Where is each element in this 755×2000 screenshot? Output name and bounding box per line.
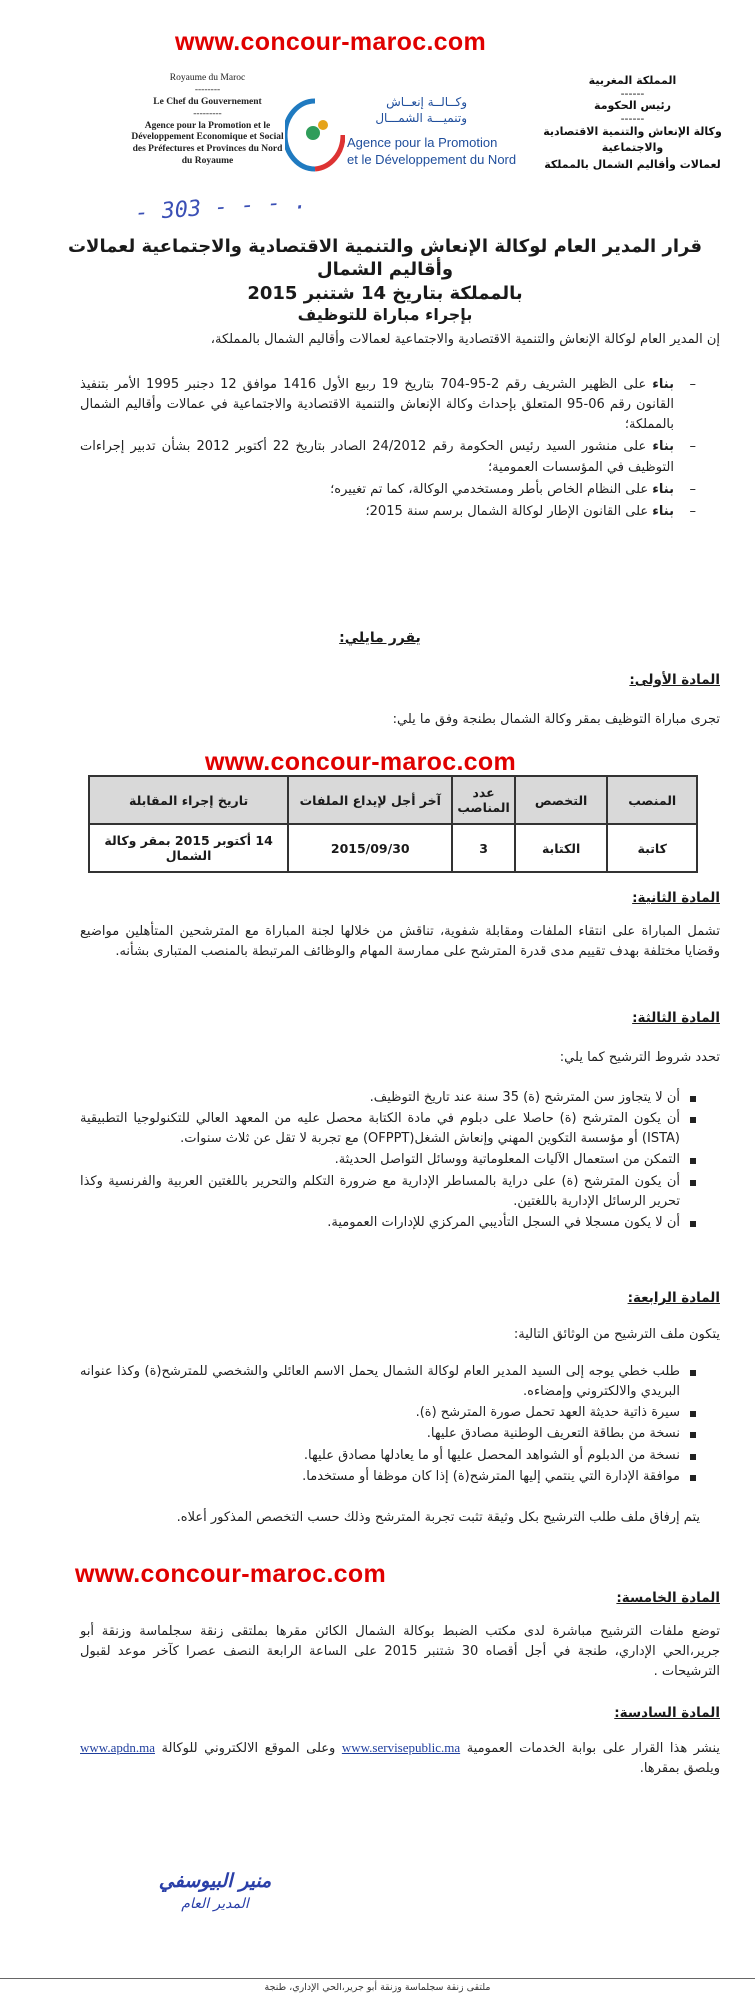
title-line: قرار المدير العام لوكالة الإنعاش والتنمية الاقتصادية والاجتماعية لعمالات وأقاليم الشمال xyxy=(67,236,703,281)
table-header-cell: آخر أجل لإيداع الملفات xyxy=(288,776,452,824)
article2-heading: المادة الثانية: xyxy=(632,890,720,906)
reference-number: 303 xyxy=(160,196,203,225)
logo-ar-line: وتنميـــة الشمـــال xyxy=(375,110,467,125)
condition-item: أن يكون المترشح (ة) على دراية بالمساطر الإدارية مع ضرورة التكلم والتحرير باللغتين العربية والفرنسية وكذا تحرير الرسائل الإدارية باللغتين. xyxy=(80,1172,700,1212)
condition-item: التمكن من استعمال الآليات المعلوماتية ووسائل التواصل الحديثة. xyxy=(80,1150,700,1170)
consideration-item: – بناء على منشور السيد رئيس الحكومة رقم 24/2012 الصادر بتاريخ 22 أكتوبر 2012 بشأن تدبير إجراءات التوظيف في المؤسسات العمومية؛ xyxy=(80,437,700,477)
article3-text: تحدد شروط الترشيح كما يلي: xyxy=(559,1050,720,1065)
watermark-bottom: www.concour-maroc.com xyxy=(75,1560,386,1588)
condition-item: أن يكون المترشح (ة) حاصلا على دبلوم في مادة الكتابة محصل عليه من المعهد العالي للتكنولوجيا التطبيقية (ISTA) أو مؤسسة التكوين المهني وإنعاش الشغل(OFPPT) مع تجربة لا تقل عن ثلاث سنوات. xyxy=(80,1109,700,1149)
signature-block xyxy=(120,1870,310,1912)
table-cell: 14 أكتوبر 2015 بمقر وكالة الشمال xyxy=(89,824,288,872)
table-cell: الكتابة xyxy=(515,824,608,872)
document-item: طلب خطي يوجه إلى السيد المدير العام لوكالة الشمال يحمل الاسم العائلي والشخصي للمترشح(ة) وكذا عنوانه البريدي والالكتروني وإمضاءه. xyxy=(80,1362,700,1402)
documents-list xyxy=(80,1362,700,1488)
document-item: نسخة من الدبلوم أو الشواهد المحصل عليها أو ما يعادلها مصادق عليها. xyxy=(80,1446,700,1466)
article4-note: يتم إرفاق ملف طلب الترشيح بكل وثيقة تثبت تجربة المترشح وذلك حسب التخصص المذكور أعلاه. xyxy=(176,1510,700,1525)
document-item: نسخة من بطاقة التعريف الوطنية مصادق عليها. xyxy=(80,1424,700,1444)
title-line: بإجراء مباراة للتوظيف xyxy=(297,305,473,325)
condition-item: أن لا يتجاوز سن المترشح (ة) 35 سنة عند تاريخ التوظيف. xyxy=(80,1088,700,1108)
header-ar-line: لعمالات وأقاليم الشمال بالمملكة xyxy=(544,157,721,171)
header-fr-line: -------- xyxy=(194,84,221,95)
header-fr-line: Le Chef du Gouvernement xyxy=(153,96,262,107)
decides-heading: يقرر مايلي: xyxy=(339,630,421,646)
watermark-middle: www.concour-maroc.com xyxy=(205,748,516,776)
header-french-block xyxy=(115,73,300,168)
title-line: بالمملكة بتاريخ 14 شتنبر 2015 xyxy=(247,282,523,304)
header-ar-line: رئيس الحكومة xyxy=(594,99,671,113)
document-item: سيرة ذاتية حديثة العهد تحمل صورة المترشح (ة). xyxy=(80,1403,700,1423)
table-cell: كاتبة xyxy=(607,824,697,872)
consideration-item: – بناء على الظهير الشريف رقم 2-95-704 بتاريخ 19 ربيع الأول 1416 موافق 12 دجنبر 1995 الأمر بتنفيذ القانون رقم 06-95 المتعلق بإحداث وكالة الإنعاش والتنمية الاقتصادية والاجتماعية في عمالات وأقاليم الشمال بالمملكة؛ xyxy=(80,375,700,435)
apdn-link[interactable]: www.apdn.ma xyxy=(80,1740,155,1755)
logo-fr-line: Agence pour la Promotion xyxy=(347,135,498,150)
header-ar-line: ------ xyxy=(620,86,645,100)
article5-heading: المادة الخامسة: xyxy=(616,1590,720,1606)
header-ar-line: المملكة المغربية xyxy=(588,74,677,87)
header-fr-line: du Royaume xyxy=(181,156,234,167)
article5-text: توضع ملفات الترشيح مباشرة لدى مكتب الضبط بوكالة الشمال الكائن مقرها بملتقى زنقة سجلماسة وزنقة أبو جرير،الحي الإداري، طنجة في أجل أقصاه 30 شتنبر 2015 على الساعة الرابعة النصف عصرا كآخر موعد لقبول الترشيحات . xyxy=(80,1624,720,1680)
servicepublic-link[interactable]: www.servisepublic.ma xyxy=(341,1740,461,1755)
recruitment-table xyxy=(88,775,698,873)
header-fr-line: des Préfectures et Provinces du Nord xyxy=(132,144,283,155)
consideration-item: – بناء على النظام الخاص بأطر ومستخدمي الوكالة، كما تم تغييره؛ xyxy=(80,480,700,500)
header-arabic-block xyxy=(525,73,740,173)
footer-divider xyxy=(0,1978,755,1979)
article1-text: تجرى مباراة التوظيف بمقر وكالة الشمال بطنجة وفق ما يلي: xyxy=(392,712,720,727)
reference-number-stamp: - 303 - - - . xyxy=(134,189,308,226)
agency-logo xyxy=(285,95,530,195)
table-header-cell: تاريخ إجراء المقابلة xyxy=(89,776,288,824)
table-header-cell: عدد المناصب xyxy=(452,776,514,824)
header-fr-line: --------- xyxy=(193,108,222,119)
article6-heading: المادة السادسة: xyxy=(614,1705,720,1721)
table-header-cell: المنصب xyxy=(607,776,697,824)
header-fr-line: Royaume du Maroc xyxy=(169,73,246,83)
table-header-row xyxy=(89,776,697,824)
table-cell: 3 xyxy=(452,824,514,872)
article4-text: يتكون ملف الترشيح من الوثائق التالية: xyxy=(513,1327,720,1342)
article1-heading: المادة الأولى: xyxy=(629,672,720,688)
header-ar-line: ------ xyxy=(620,111,645,125)
header-fr-line: Agence pour la Promotion et le xyxy=(144,120,271,131)
header-ar-line: والاجتماعية xyxy=(601,141,664,155)
logo-fr-line: et le Développement du Nord xyxy=(347,151,517,167)
intro-paragraph: إن المدير العام لوكالة الإنعاش والتنمية الاقتصادية والاجتماعية لعمالات وأقاليم الشمال بالمملكة، xyxy=(210,332,720,347)
table-cell: 2015/09/30 xyxy=(288,824,452,872)
watermark-top: www.concour-maroc.com xyxy=(175,28,486,56)
conditions-list xyxy=(80,1088,700,1234)
table-header-cell: التخصص xyxy=(515,776,608,824)
considerations-list xyxy=(80,375,700,524)
signatory-name: منير البيوسفي xyxy=(158,1870,272,1892)
article2-text: تشمل المباراة على انتقاء الملفات ومقابلة شفوية، تناقش من خلالها لجنة المباراة مع المترشحين المتأهلين مواضيع وقضايا مختلفة بهدف تقييم مدى قدرة المترشح على ممارسة المهام والوظائف المرتبطة بالمنصب المتبارى بشأنه. xyxy=(80,924,720,960)
document-item: موافقة الإدارة التي ينتمي إليها المترشح(ة) إذا كان موظفا أو مستخدما. xyxy=(80,1467,700,1487)
header-ar-line: وكالة الإنعاش والتنمية الاقتصادية xyxy=(543,124,722,138)
header-fr-line: Développement Economique et Social xyxy=(131,132,284,143)
article3-heading: المادة الثالثة: xyxy=(632,1010,720,1026)
table-row xyxy=(89,824,697,872)
signatory-title: المدير العام xyxy=(181,1896,249,1912)
decision-title xyxy=(60,235,710,326)
condition-item: أن لا يكون مسجلا في السجل التأديبي المركزي للإدارات العمومية. xyxy=(80,1213,700,1233)
consideration-item: – بناء على القانون الإطار لوكالة الشمال برسم سنة 2015؛ xyxy=(80,502,700,522)
article6-text: ينشر هذا القرار على بوابة الخدمات العمومية www.servisepublic.ma وعلى الموقع الالكتروني للوكالة www.apdn.ma ويلصق بمقرها. xyxy=(80,1740,721,1777)
logo-emblem-icon xyxy=(285,95,345,175)
article4-heading: المادة الرابعة: xyxy=(627,1290,720,1306)
logo-ar-line: وكــالــة إنعــاش xyxy=(386,95,467,109)
footer-address: ملتقى زنقة سجلماسة وزنقة أبو جرير،الحي الإداري، طنجة xyxy=(264,1982,491,1993)
